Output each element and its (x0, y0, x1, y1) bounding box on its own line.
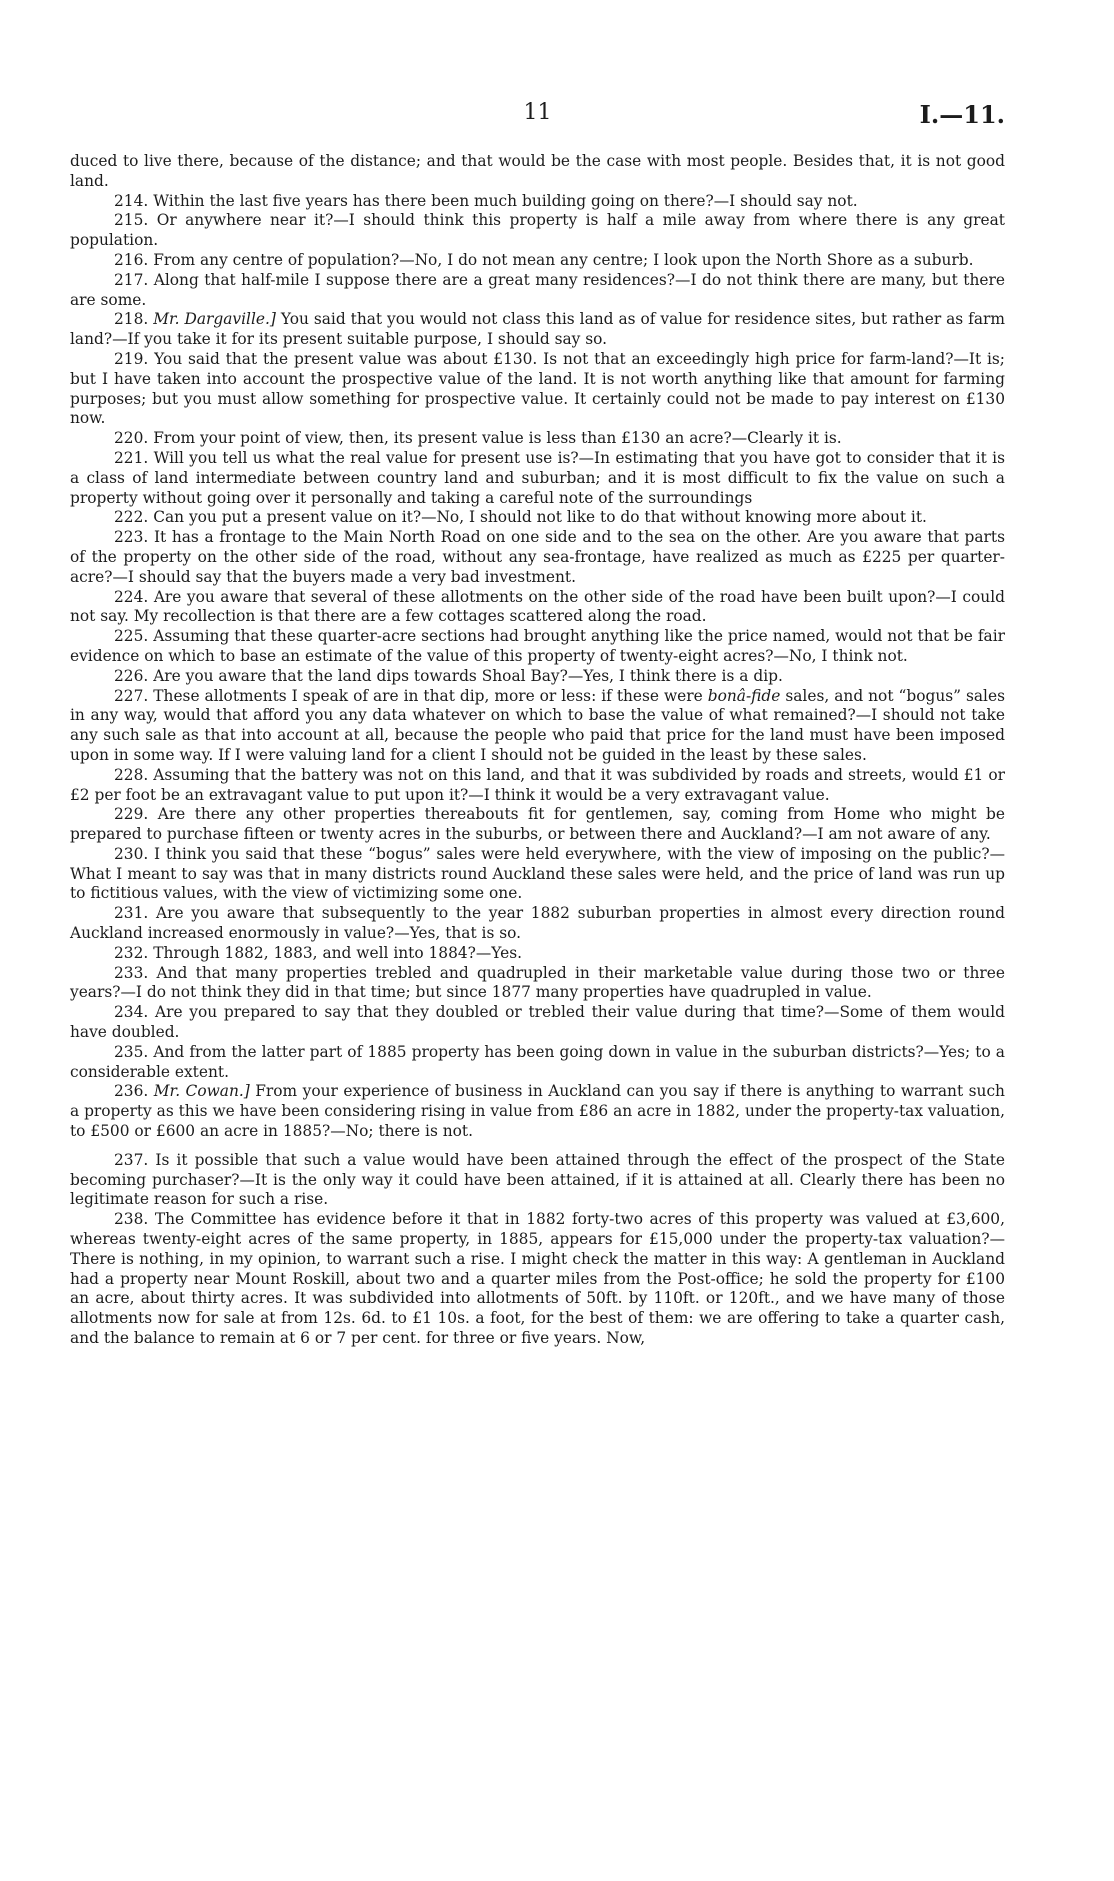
question-paragraph (70, 964, 1005, 1004)
question-number: 231. (114, 904, 149, 923)
question-paragraph (70, 211, 1005, 251)
question-number: 223. (114, 528, 149, 547)
question-number: 226. (114, 666, 149, 685)
paragraph-text: Through 1882, 1883, and well into 1884?—Yes. (153, 943, 523, 962)
speaker-name: Mr. Cowan.] (153, 1082, 250, 1101)
question-paragraph (70, 766, 1005, 806)
question-number: 237. (114, 1150, 149, 1169)
italic-term: bonâ-fide (707, 686, 781, 705)
question-paragraph (70, 1043, 1005, 1083)
paragraph-text: The Committee has evidence before it that in 1882 forty-two acres of this property was valued at £3,600, whereas twenty-eight acres of the same property, in 1885, appears for £15,000 under the property-tax valuation?—There is nothing, in my opinion, to warrant such a rise. I might check the matter in this way: A gentleman in Auckland had a property near Mount Roskill, about two and a quarter miles from the Post-office; he sold the property for £100 an acre, about thirty acres. It was subdivided into allotments of 50ft. by 110ft. or 120ft., and we have many of those allotments now for sale at from 12s. 6d. to £1 10s. a foot, for the best of them: we are offering to take a quarter cash, and the balance to remain at 6 or 7 per cent. for three or five years. Now, (70, 1210, 1005, 1348)
paragraph-text: And that many properties trebled and quadrupled in their marketable value during those two or three years?—I do not think they did in that time; but since 1877 many properties have quadrupled in value. (70, 963, 1005, 1002)
question-number: 222. (114, 508, 149, 527)
question-paragraph (70, 667, 1005, 687)
question-number: 217. (114, 270, 149, 289)
question-number: 236. (114, 1082, 149, 1101)
paragraph-text: From any centre of population?—No, I do not mean any centre; I look upon the North Shore as a suburb. (153, 250, 974, 269)
paragraph-text: Assuming that these quarter-acre sections had brought anything like the price named, would not that be fair evidence on which to base an estimate of the value of this property of twenty-eight acres?—No, I think not. (70, 627, 1005, 665)
question-number: 215. (114, 211, 149, 230)
question-paragraph (70, 687, 1005, 766)
question-paragraph (70, 845, 1005, 904)
paragraph-text: Is it possible that such a value would have been attained through the effect of the prospect of the State becoming purchaser?—It is the only way it could have been attained, if it is attained at all. Clearly there has been no legitimate reason for such a rise. (70, 1150, 1005, 1209)
paragraph-text: sales, and not “bogus” sales in any way, would that afford you any data whatever on which to base the value of what remained?—I should not take any such sale as that into account at all, because the people who paid that price for the land must have been imposed upon in some way. If I were valuing land for a client I should not be guided in the least by these sales. (70, 686, 1005, 764)
paragraph-text: Are you prepared to say that they doubled or trebled their value during that time?—Some of them would have doubled. (70, 1003, 1005, 1042)
question-number: 234. (114, 1003, 149, 1022)
question-number: 227. (114, 686, 149, 705)
speaker-name: Mr. Dargaville.] (153, 310, 276, 329)
paragraph-text: Within the last five years has there been much building going on there?—I should say not. (153, 191, 858, 210)
question-number: 220. (114, 429, 149, 448)
paragraph-text: Or anywhere near it?—I should think this property is half a mile away from where there is any great population. (70, 211, 1005, 250)
paragraph-text: It has a frontage to the Main North Road on one side and to the sea on the other. Are you aware that parts of the property on the other side of the road, without any sea-frontage, have realized as much as £225 per quarter-acre?—I should say that the buyers made a very bad investment. (70, 528, 1005, 586)
question-number: 219. (114, 349, 149, 368)
question-paragraph (70, 627, 1005, 667)
question-paragraph (70, 508, 1005, 528)
question-number: 238. (114, 1210, 149, 1229)
paragraph-text: Are you aware that several of these allotments on the other side of the road have been built upon?—I could not say. My recollection is that there are a few cottages scattered along the road. (70, 587, 1005, 626)
question-number: 232. (114, 943, 149, 962)
question-paragraph (70, 904, 1005, 944)
question-paragraph (70, 1210, 1005, 1349)
question-number: 225. (114, 627, 149, 646)
question-paragraph (70, 805, 1005, 845)
paragraph-text: I think you said that these “bogus” sales were held everywhere, with the view of imposing on the public?—What I meant to say was that in many districts round Auckland these sales were held, and the price of land was run up to fictitious values, with the view of victimizing some one. (70, 844, 1005, 903)
page-number: 11 (523, 100, 552, 125)
paragraph-text: Along that half-mile I suppose there are a great many residences?—I do not think there are many, but there are some. (70, 270, 1005, 309)
question-paragraph (70, 1003, 1005, 1043)
continued-paragraph (70, 152, 1005, 192)
question-number: 214. (114, 191, 149, 210)
question-paragraph (70, 429, 1005, 449)
paragraph-text: Can you put a present value on it?—No, I should not like to do that without knowing more about it. (153, 508, 927, 527)
paragraph-text: You said that the present value was about £130. Is not that an exceedingly high price for farm-land?—It is; but I have taken into account the prospective value of the land. It is not worth anything like that amount for farming purposes; but you must allow something for prospective value. It certainly could not be made to pay interest on £130 now. (70, 349, 1005, 428)
paragraph-text: Will you tell us what the real value for present use is?—In estimating that you have got to consider that it is a class of land intermediate between country land and suburban; and it is most difficult to fix the value on such a property without going over it personally and taking a careful note of the surroundings (70, 448, 1005, 507)
paragraph-text: And from the latter part of 1885 property has been going down in value in the suburban districts?—Yes; to a considerable extent. (70, 1042, 1005, 1081)
question-paragraph (70, 944, 1005, 964)
question-number: 221. (114, 448, 149, 467)
question-paragraph (70, 251, 1005, 271)
question-paragraph (70, 271, 1005, 311)
question-number: 216. (114, 250, 149, 269)
paragraph-text: Are you aware that the land dips towards Shoal Bay?—Yes, I think there is a dip. (153, 666, 783, 685)
document-reference: I.—11. (919, 100, 1005, 129)
question-paragraph (70, 528, 1005, 587)
evidence-text (70, 152, 1005, 1349)
question-paragraph (70, 1082, 1005, 1141)
question-number: 230. (114, 844, 149, 863)
question-number: 229. (114, 805, 149, 824)
paragraph-text: From your experience of business in Auckland can you say if there is anything to warrant such a property as this we have been considering rising in value from £86 an acre in 1882, under the property-tax valuation, to £500 or £600 an acre in 1885?—No; there is not. (70, 1082, 1005, 1141)
paragraph-text: Are there any other properties thereabouts fit for gentlemen, say, coming from Home who might be prepared to purchase fifteen or twenty acres in the suburbs, or between there and Auckland?—I am not aware of any. (70, 805, 1005, 844)
question-number: 218. (114, 310, 149, 329)
question-paragraph (70, 449, 1005, 508)
question-paragraph (70, 588, 1005, 628)
question-number: 233. (114, 963, 149, 982)
question-number: 228. (114, 765, 149, 784)
question-number: 235. (114, 1042, 149, 1061)
paragraph-text: From your point of view, then, its present value is less than £130 an acre?—Clearly it is. (153, 429, 842, 448)
question-paragraph (70, 350, 1005, 429)
paragraph-text: You said that you would not class this land as of value for residence sites, but rather as farm land?—If you take it for its present suitable purpose, I should say so. (70, 310, 1005, 349)
paragraph-text: Assuming that the battery was not on this land, and that it was subdivided by roads and streets, would £1 or £2 per foot be an extravagant value to put upon it?—I think it would be a very extravagant value. (70, 765, 1005, 804)
paragraph-text: These allotments I speak of are in that dip, more or less: if these were (153, 686, 708, 705)
question-paragraph (70, 1151, 1005, 1210)
question-number: 224. (114, 587, 149, 606)
page-header (70, 100, 1005, 134)
paragraph-text: Are you aware that subsequently to the year 1882 suburban properties in almost every direction round Auckland increased enormously in value?—Yes, that is so. (70, 904, 1005, 943)
question-paragraph (70, 310, 1005, 350)
paragraph-text: duced to live there, because of the distance; and that would be the case with most people. Besides that, it is not good land. (70, 152, 1005, 190)
question-paragraph (70, 192, 1005, 212)
